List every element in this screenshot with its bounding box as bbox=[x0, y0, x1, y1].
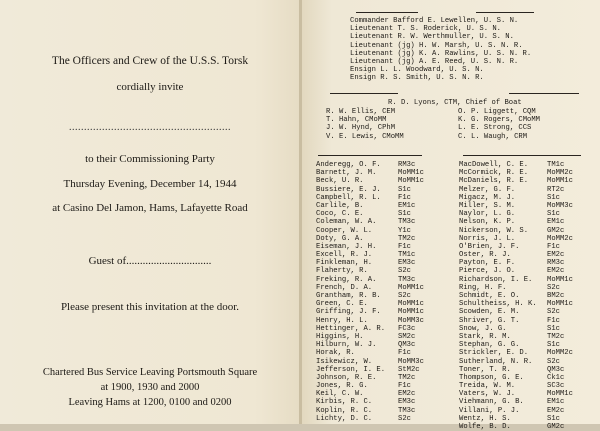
crew-left-names bbox=[316, 161, 398, 423]
crew-name: McDaniels, R. E. bbox=[459, 177, 529, 186]
cpo-rule-left bbox=[330, 93, 398, 94]
officer-entry: Commander Bafford E. Lewellen, U. S. N. bbox=[350, 17, 519, 25]
crew-rating: TM3c bbox=[398, 218, 416, 227]
crew-rating: TM1c bbox=[547, 161, 565, 169]
crew-rating: RM3c bbox=[398, 161, 416, 169]
officers-rule-left bbox=[356, 12, 418, 13]
crew-name: Flaherty, R. bbox=[316, 267, 368, 276]
crew-right-names bbox=[459, 161, 547, 431]
crew-rating: EM1c bbox=[547, 218, 565, 227]
crew-name: Jefferson, I. E. bbox=[316, 365, 386, 374]
crew-rating: S2c bbox=[547, 357, 560, 366]
crew-name: Oster, R. J. bbox=[459, 251, 511, 260]
crew-rating: F1c bbox=[547, 316, 560, 325]
crew-name: Kirbis, R. C. bbox=[316, 398, 373, 407]
crew-name: Lichty, D. C. bbox=[316, 414, 373, 423]
crew-name: Grantham, R. B. bbox=[316, 292, 381, 300]
crew-rating: EM1c bbox=[398, 201, 416, 210]
crew-name: McCormick, R. E. bbox=[459, 169, 529, 178]
crew-name: Wentz, H. S. bbox=[459, 414, 511, 423]
crew-rating: MoMM2c bbox=[547, 169, 573, 178]
crew-name: Freking, R. A. bbox=[316, 275, 377, 284]
crew-rating: EM2c bbox=[547, 267, 565, 276]
crew-rating: S1c bbox=[547, 324, 560, 333]
officer-entry: Lieutenant T. S. Roderick, U. S. N. bbox=[350, 25, 501, 34]
crew-rating: S1c bbox=[547, 341, 560, 350]
officer-entry: Ensign L. L. Woodward, U. S. N. bbox=[350, 66, 484, 75]
crew-name: Coleman, W. A. bbox=[316, 218, 377, 227]
officers-rule-right bbox=[476, 12, 534, 13]
crew-name: Viehmann, G. B. bbox=[459, 398, 524, 407]
crew-rating: QM3c bbox=[398, 341, 416, 350]
crew-name: Hettinger, A. R. bbox=[316, 324, 386, 333]
crew-rating: EM1c bbox=[547, 398, 565, 407]
invitation-place: at Casino Del Jamon, Hams, Lafayette Road bbox=[52, 202, 248, 214]
crew-rating: MoMM3c bbox=[398, 316, 424, 325]
crew-rating: GM2c bbox=[547, 423, 565, 431]
crew-name: Keil, C. W. bbox=[316, 390, 364, 399]
crew-name: Villani, P. J. bbox=[459, 406, 520, 415]
crew-rating: MoMM1c bbox=[547, 177, 573, 186]
crew-rating: MoMM3c bbox=[398, 357, 424, 366]
cpo-right-column bbox=[458, 108, 540, 141]
crew-name: Higgins, H. bbox=[316, 332, 364, 341]
invitation-invite-line: cordially invite bbox=[116, 81, 184, 93]
officer-entry: Ensign R. S. Smith, U. S. N. R. bbox=[350, 74, 484, 83]
cpo-left-column bbox=[326, 108, 404, 141]
crew-rating: TM2c bbox=[398, 373, 416, 382]
crew-name: Treida, W. M. bbox=[459, 382, 516, 391]
crew-name: Nelson, K. P. bbox=[459, 218, 516, 227]
crew-rating: S2c bbox=[398, 292, 411, 300]
crew-rating: TM2c bbox=[547, 332, 565, 341]
crew-rule-right bbox=[463, 155, 581, 156]
crew-name: Richardson, I. E. bbox=[459, 275, 533, 284]
crew-rating: TM2c bbox=[398, 234, 416, 243]
crew-name: Melzer, G. F. bbox=[459, 185, 516, 194]
crew-rating: S2c bbox=[547, 308, 560, 317]
crew-name: Cooper, W. L. bbox=[316, 226, 373, 235]
crew-rating: StM2c bbox=[398, 365, 420, 374]
crew-name: Scowden, E. M. bbox=[459, 308, 520, 317]
crew-rating: S1c bbox=[547, 414, 560, 423]
crew-name: Nickerson, W. S. bbox=[459, 226, 529, 235]
bus-service-line-3: Leaving Hams at 1200, 0100 and 0200 bbox=[68, 397, 232, 408]
crew-rating: S1c bbox=[398, 210, 411, 219]
cpo-entry: L. E. Strong, CCS bbox=[458, 124, 532, 133]
crew-rating: MoMM1c bbox=[398, 177, 424, 186]
crew-name: Strickler, E. D. bbox=[459, 349, 529, 358]
crew-rating: MoMM2c bbox=[547, 234, 573, 243]
cpo-entry: R. W. Ellis, CEM bbox=[326, 108, 396, 116]
cpo-entry: O. P. Liggett, CQM bbox=[458, 108, 536, 116]
crew-rating: S1c bbox=[398, 185, 411, 194]
crew-rating: MoMM1c bbox=[547, 390, 573, 399]
crew-rating: FC3c bbox=[398, 324, 416, 333]
crew-name: Barnett, J. M. bbox=[316, 169, 377, 178]
crew-name: Anderegg, O. F. bbox=[316, 161, 381, 169]
crew-rating: QM3c bbox=[547, 365, 565, 374]
invitation-party: to their Commissioning Party bbox=[85, 153, 215, 165]
crew-name: Toner, T. R. bbox=[459, 365, 511, 374]
crew-rating: S2c bbox=[398, 414, 411, 423]
crew-name: Johnson, R. E. bbox=[316, 373, 377, 382]
cpo-entry: V. E. Lewis, CMoMM bbox=[326, 132, 404, 141]
present-at-door-note: Please present this invitation at the door. bbox=[60, 301, 240, 313]
invitation-left-page bbox=[0, 0, 300, 424]
crew-name: Ring, H. F. bbox=[459, 283, 507, 292]
crew-rating: MoMM2c bbox=[547, 349, 573, 358]
crew-name: Campbell, R. L. bbox=[316, 193, 381, 202]
crew-name: Migacz, M. J. bbox=[459, 193, 516, 202]
crew-name: Isikewicz, W. bbox=[316, 357, 373, 366]
crew-name: Eiseman, J. H. bbox=[316, 242, 377, 251]
crew-name: Beck, U. R. bbox=[316, 177, 364, 186]
crew-rating: EM3c bbox=[398, 398, 416, 407]
guest-of-line: Guest of............................... bbox=[88, 255, 212, 267]
invitee-blank-line: ...................................................... bbox=[69, 122, 231, 133]
crew-name: French, D. A. bbox=[316, 283, 373, 292]
crew-name: Stark, R. M. bbox=[459, 332, 511, 341]
officers-list bbox=[350, 17, 531, 83]
crew-rating: MoMM1c bbox=[398, 300, 424, 309]
crew-left-ratings bbox=[398, 161, 460, 423]
crew-name: Coco, C. E. bbox=[316, 210, 364, 219]
crew-rating: S1c bbox=[547, 210, 560, 219]
officer-entry: Lieutenant (jg) A. E. Reed, U. S. N. R. bbox=[350, 57, 519, 66]
crew-rating: F1c bbox=[547, 242, 560, 251]
crew-name: Pierce, J. O. bbox=[459, 267, 516, 276]
crew-rating: SC3c bbox=[547, 382, 565, 391]
crew-rating: MoMM1c bbox=[547, 300, 573, 309]
crew-rating: F1c bbox=[398, 242, 411, 251]
crew-name: Naylor, L. G. bbox=[459, 210, 516, 219]
crew-name: Sutherland, N. R. bbox=[459, 357, 533, 366]
bus-service-line-2: at 1900, 1930 and 2000 bbox=[100, 382, 200, 393]
crew-rating: MoMM1c bbox=[398, 283, 424, 292]
cpo-entry: J. W. Hynd, CPhM bbox=[326, 124, 396, 133]
crew-name: Griffing, J. F. bbox=[316, 308, 381, 317]
cpo-entry: T. Hahn, CMoMM bbox=[326, 116, 387, 125]
crew-name: Henry, H. L. bbox=[316, 316, 368, 325]
crew-rule-left bbox=[318, 155, 422, 156]
crew-rating: BM2c bbox=[547, 292, 565, 300]
crew-rating: GM2c bbox=[547, 226, 565, 235]
crew-rating: S2c bbox=[398, 267, 411, 276]
officer-entry: Lieutenant R. W. Werthmuller, U. S. N. bbox=[350, 33, 514, 42]
crew-name: Snow, J. G. bbox=[459, 324, 507, 333]
crew-rating: F1c bbox=[398, 382, 411, 391]
crew-name: Green, C. E. bbox=[316, 300, 368, 309]
crew-rating: Y1c bbox=[398, 226, 411, 235]
crew-rating: Ck1c bbox=[547, 373, 565, 382]
crew-rating: MoMM1c bbox=[547, 275, 573, 284]
crew-rating: F1c bbox=[398, 349, 411, 358]
bus-service-line-1: Chartered Bus Service Leaving Portsmouth Square bbox=[42, 367, 258, 378]
crew-name: Koplin, R. C. bbox=[316, 406, 373, 415]
cpo-rule-right bbox=[509, 93, 579, 94]
crew-name: Bussiere, E. J. bbox=[316, 185, 381, 194]
crew-name: Hilburn, W. J. bbox=[316, 341, 377, 350]
crew-rating: TM1c bbox=[398, 251, 416, 260]
crew-name: Excell, R. J. bbox=[316, 251, 373, 260]
crew-name: O'Brien, J. F. bbox=[459, 242, 520, 251]
crew-name: Schultheiss, H. K. bbox=[459, 300, 537, 309]
crew-rating: EM2c bbox=[547, 406, 565, 415]
crew-rating: MoMM1c bbox=[398, 169, 424, 178]
crew-name: Jones, R. G. bbox=[316, 382, 368, 391]
crew-name: Stephan, G. G. bbox=[459, 341, 520, 350]
crew-name: MacDowell, C. E. bbox=[459, 161, 529, 169]
crew-rating: MoMM3c bbox=[547, 201, 573, 210]
crew-rating: EM2c bbox=[547, 251, 565, 260]
crew-name: Payton, E. F. bbox=[459, 259, 516, 268]
crew-right-ratings bbox=[547, 161, 599, 431]
cpo-entry: C. L. Waugh, CRM bbox=[458, 132, 528, 141]
officer-entry: Lieutenant (jg) K. A. Rawlins, U. S. N. R. bbox=[350, 49, 532, 58]
chief-of-boat: R. D. Lyons, CTM, Chief of Boat bbox=[388, 99, 522, 107]
officer-entry: Lieutenant (jg) H. W. Marsh, U. S. N. R. bbox=[350, 41, 523, 50]
crew-rating: RT2c bbox=[547, 185, 565, 194]
crew-name: Thompson, G. E. bbox=[459, 373, 524, 382]
crew-rating: F1c bbox=[398, 193, 411, 202]
crew-name: Horak, R. bbox=[316, 349, 355, 358]
crew-rating: EM2c bbox=[398, 390, 416, 399]
crew-name: Vaters, W. J. bbox=[459, 390, 516, 399]
crew-name: Finkleman, H. bbox=[316, 259, 373, 268]
invitation-title: The Officers and Crew of the U.S.S. Torsk bbox=[51, 55, 249, 67]
crew-rating: SM2c bbox=[398, 332, 416, 341]
crew-rating: S1c bbox=[547, 193, 560, 202]
crew-name: Shriver, G. T. bbox=[459, 316, 520, 325]
crew-rating: RM3c bbox=[547, 259, 565, 268]
crew-name: Wolfe, B. D. bbox=[459, 423, 511, 431]
crew-rating: EM3c bbox=[398, 259, 416, 268]
invitation-date: Thursday Evening, December 14, 1944 bbox=[63, 178, 237, 190]
crew-rating: MoMM1c bbox=[398, 308, 424, 317]
crew-rating: TM3c bbox=[398, 406, 416, 415]
crew-name: Doty, G. A. bbox=[316, 234, 364, 243]
cpo-entry: K. G. Rogers, CMoMM bbox=[458, 116, 540, 125]
crew-name: Schmidt, E. O. bbox=[459, 292, 520, 300]
crew-rating: S2c bbox=[547, 283, 560, 292]
crew-name: Norris, J. L. bbox=[459, 234, 516, 243]
crew-name: Carlile, B. bbox=[316, 201, 364, 210]
crew-rating: TM3c bbox=[398, 275, 416, 284]
crew-name: Miller, S. M. bbox=[459, 201, 516, 210]
